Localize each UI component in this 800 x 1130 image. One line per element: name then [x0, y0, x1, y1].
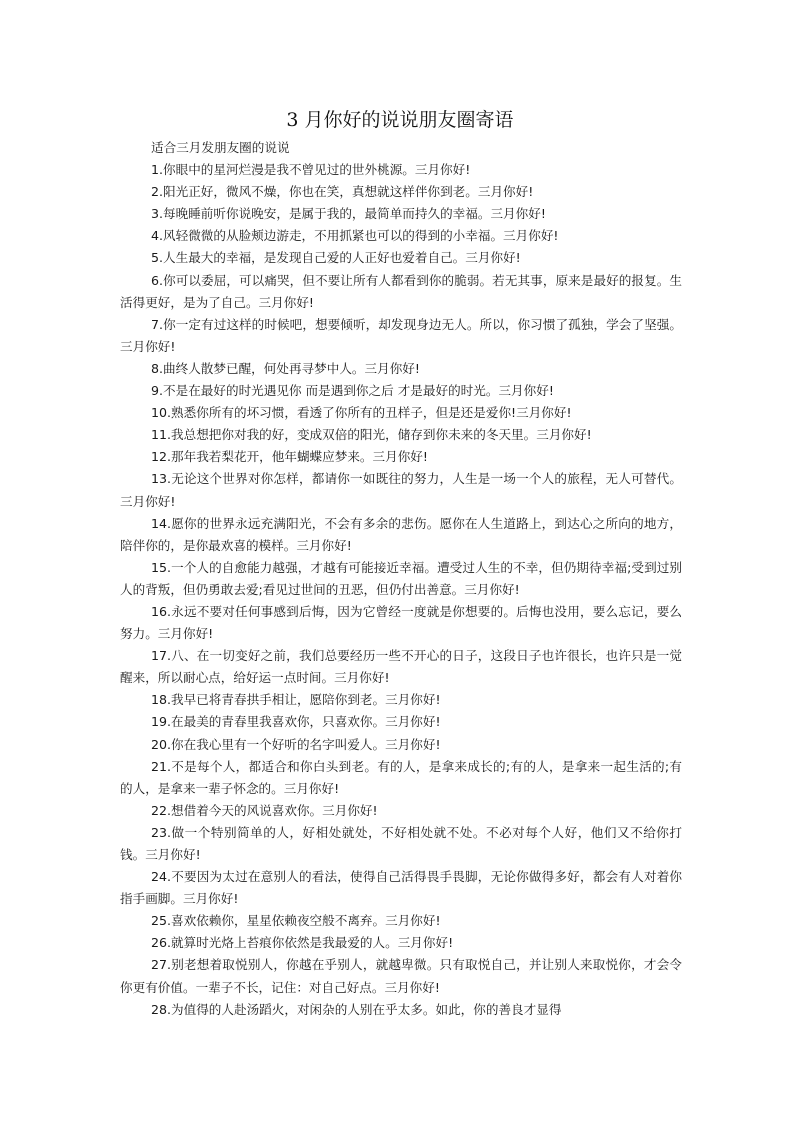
paragraph-11: 11.我总想把你对我的好，变成双倍的阳光，储存到你未来的冬天里。三月你好!	[151, 427, 592, 443]
paragraph-13: 13.无论这个世界对你怎样，都请你一如既往的努力，人生是一场一个人的旅程，无人可替代。三月你好!	[120, 471, 682, 509]
paragraph-7: 7.你一定有过这样的时候吧，想要倾听，却发现身边无人。所以，你习惯了孤独，学会了坚强。三月你好!	[120, 316, 682, 354]
paragraph-24: 24.不要因为太过在意别人的看法，使得自己活得畏手畏脚，无论你做得多好，都会有人对着你指手画脚。三月你好!	[120, 869, 682, 907]
paragraph-22: 22.想借着今天的风说喜欢你。三月你好!	[151, 802, 378, 818]
paragraph-6: 6.你可以委屈，可以痛哭，但不要让所有人都看到你的脆弱。若无其事，原来是最好的报复。生活得更好，是为了自己。三月你好!	[120, 272, 682, 310]
paragraph-16: 16.永远不要对任何事感到后悔，因为它曾经一度就是你想要的。后悔也没用，要么忘记，要么努力。三月你好!	[120, 603, 682, 642]
paragraph-25: 25.喜欢依赖你，星星依赖夜空般不离弃。三月你好!	[151, 913, 441, 929]
paragraph-4: 4.风轻微微的从脸颊边游走，不用抓紧也可以的得到的小幸福。三月你好!	[151, 228, 559, 244]
paragraph-19: 19.在最美的青春里我喜欢你，只喜欢你。三月你好!	[151, 714, 441, 730]
paragraph-21: 21.不是每个人，都适合和你白头到老。有的人，是拿来成长的;有的人，是拿来一起生活的;有的人，是拿来一辈子怀念的。三月你好!	[120, 758, 682, 796]
paragraph-28: 28.为值得的人赴汤蹈火，对闲杂的人别在乎太多。如此，你的善良才显得	[151, 1001, 562, 1017]
paragraph-9: 9.不是在最好的时光遇见你 而是遇到你之后 才是最好的时光。三月你好!	[151, 383, 554, 399]
paragraph-5: 5.人生最大的幸福，是发现自己爱的人正好也爱着自己。三月你好!	[151, 250, 521, 266]
document-title: 3 月你好的说说朋友圈寄语	[286, 109, 514, 131]
paragraph-2: 2.阳光正好，微风不燥，你也在笑，真想就这样伴你到老。三月你好!	[151, 184, 534, 200]
document-body	[120, 137, 682, 1021]
paragraph-17: 17.八、在一切变好之前，我们总要经历一些不开心的日子，这段日子也许很长，也许只是一觉醒来，所以耐心点，给好运一点时间。三月你好!	[120, 648, 682, 686]
paragraph-23: 23.做一个特别简单的人，好相处就处，不好相处就不处。不必对每个人好，他们又不给你打钱。三月你好!	[120, 824, 682, 862]
section-subtitle: 适合三月发朋友圈的说说	[151, 140, 290, 155]
paragraph-18: 18.我早已将青春拱手相让，愿陪你到老。三月你好!	[151, 692, 441, 708]
paragraph-10: 10.熟悉你所有的坏习惯，看透了你所有的丑样子，但是还是爱你!三月你好!	[151, 405, 572, 421]
paragraph-14: 14.愿你的世界永远充满阳光，不会有多余的悲伤。愿你在人生道路上，到达心之所向的地方，陪伴你的，是你最欢喜的模样。三月你好!	[120, 515, 682, 553]
paragraph-8: 8.曲终人散梦已醒，何处再寻梦中人。三月你好!	[151, 360, 420, 376]
paragraph-12: 12.那年我若梨花开，他年蝴蝶应梦来。三月你好!	[151, 449, 428, 465]
paragraph-20: 20.你在我心里有一个好听的名字叫爱人。三月你好!	[151, 736, 441, 752]
paragraph-3: 3.每晚睡前听你说晚安，是属于我的，最简单而持久的幸福。三月你好!	[151, 206, 546, 222]
paragraph-27: 27.别老想着取悦别人，你越在乎别人，就越卑微。只有取悦自己，并让别人来取悦你，才会令你更有价值。一辈子不长，记住：对自己好点。三月你好!	[120, 957, 682, 995]
paragraph-1: 1.你眼中的星河烂漫是我不曾见过的世外桃源。三月你好!	[151, 162, 471, 178]
paragraph-15: 15.一个人的自愈能力越强，才越有可能接近幸福。遭受过人生的不幸，但仍期待幸福;受到过别人的背叛，但仍勇敢去爱;看见过世间的丑恶，但仍付出善意。三月你好!	[120, 559, 682, 597]
paragraph-26: 26.就算时光烙上苔痕你依然是我最爱的人。三月你好!	[151, 935, 454, 951]
